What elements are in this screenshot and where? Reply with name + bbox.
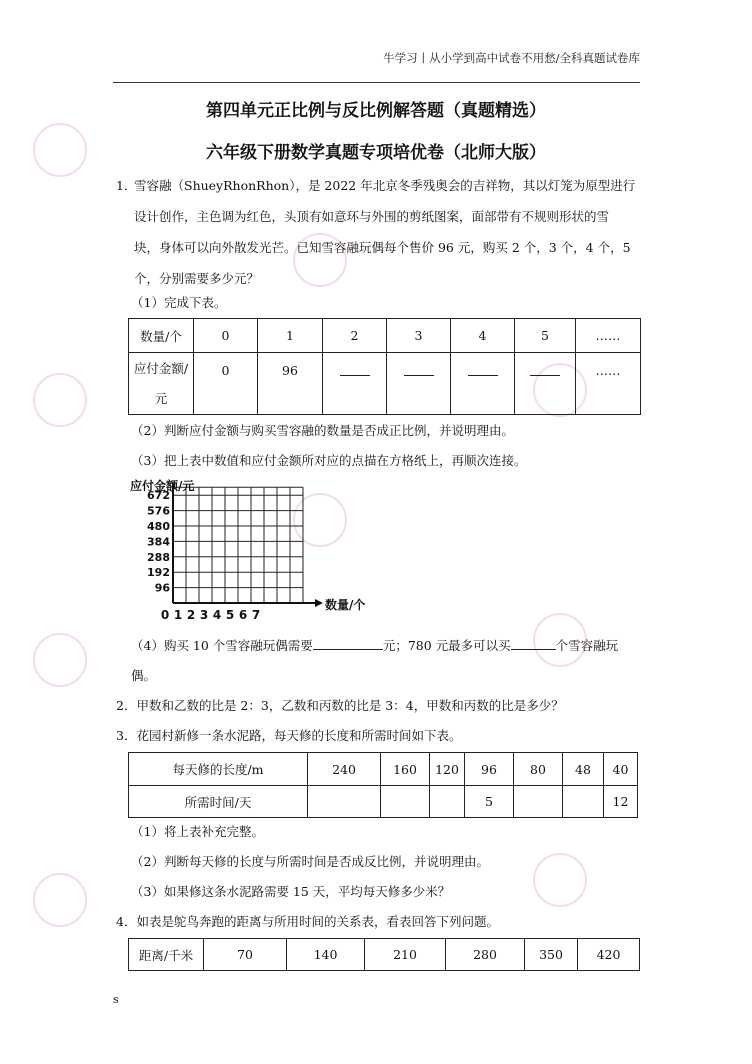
y-tick-label: 288 (147, 550, 170, 564)
q4 (116, 906, 644, 937)
header-divider (113, 82, 640, 83)
table-cell: 0 (194, 353, 258, 415)
table-cell (563, 786, 604, 818)
table-cell: 350 (525, 939, 578, 971)
table-cell: 240 (308, 753, 381, 786)
answer-blank[interactable] (468, 363, 498, 376)
table-cell: 280 (446, 939, 525, 971)
x-tick-label: 3 (199, 608, 209, 622)
answer-blank[interactable] (511, 635, 556, 650)
table-cell: 96 (465, 753, 514, 786)
table-row (129, 939, 640, 971)
page-footer: s (113, 993, 119, 1006)
table-cell: 数量/个 (129, 319, 194, 353)
table-cell: 1 (258, 319, 323, 353)
table-cell (308, 786, 381, 818)
x-tick-label: 5 (225, 608, 235, 622)
x-tick-label: 6 (238, 608, 248, 622)
table-cell (129, 353, 194, 415)
y-tick-label: 672 (147, 489, 170, 503)
x-tick-label: 0 (160, 608, 170, 622)
page-header: 牛学习丨从小学到高中试卷不用愁/全科真题试卷库 (383, 51, 640, 65)
x-axis-arrow-icon (315, 599, 323, 607)
table-row (129, 786, 638, 818)
x-tick-label: 4 (212, 608, 222, 622)
q1-stem (134, 170, 646, 294)
watermark-logo-icon (34, 874, 86, 926)
watermark-logo-icon (34, 634, 86, 686)
table-cell: 每天修的长度/m (129, 753, 308, 786)
coordinate-grid-chart (128, 476, 366, 628)
answer-blank[interactable] (404, 363, 434, 376)
q1-part-3: （3）把上表中数值和应付金额所对应的点描在方格纸上，再顺次连接。 (131, 453, 527, 468)
q4-table (128, 938, 640, 971)
table-cell (514, 786, 563, 818)
table-cell (387, 353, 451, 415)
watermark-logo-icon (34, 374, 86, 426)
answer-blank[interactable] (340, 363, 370, 376)
table-cell: 70 (204, 939, 287, 971)
table-cell: …… (576, 353, 641, 415)
x-tick-label: 7 (251, 608, 261, 622)
table-cell: 4 (451, 319, 515, 353)
x-tick-label: 2 (186, 608, 196, 622)
table-cell (381, 786, 430, 818)
q1-part-1: （1）完成下表。 (131, 295, 227, 310)
q4-text: 如表是鸵鸟奔跑的距离与所用时间的关系表，看表回答下列问题。 (136, 914, 499, 929)
q1-part-4-text: （4）购买 10 个雪容融玩偶需要 (131, 638, 313, 653)
y-tick-label: 576 (147, 504, 170, 518)
q4-number: 4． (116, 914, 137, 929)
table-cell: …… (576, 319, 641, 353)
page-subtitle: 六年级下册数学真题专项培优卷（北师大版） (206, 143, 546, 163)
q1-part-4-cont: 偶。 (131, 668, 157, 683)
q1-number: 1． (116, 178, 137, 193)
table-cell: 12 (604, 786, 638, 818)
q1-part-4 (131, 630, 646, 661)
page-title: 第四单元正比例与反比例解答题（真题精选） (206, 101, 546, 121)
x-tick-label: 1 (173, 608, 183, 622)
q2-number: 2． (116, 698, 137, 713)
table-cell: 140 (287, 939, 365, 971)
table-cell (323, 353, 387, 415)
table-cell: 3 (387, 319, 451, 353)
table-cell: 96 (258, 353, 323, 415)
y-tick-label: 96 (154, 581, 170, 595)
q1-table (128, 318, 641, 415)
q3-text: 花园村新修一条水泥路，每天修的长度和所需时间如下表。 (136, 728, 462, 743)
table-cell: 0 (194, 319, 258, 353)
y-tick-label: 384 (147, 535, 170, 549)
table-cell: 40 (604, 753, 638, 786)
q1-line-4: 个，分别需要多少元？ (134, 271, 260, 286)
q1-part-4-text: 个雪容融玩 (555, 638, 619, 653)
table-cell: 所需时间/天 (129, 786, 308, 818)
q1-part-2: （2）判断应付金额与购买雪容融的数量是否成正比例，并说明理由。 (131, 423, 514, 438)
q1-line-3: 块，身体可以向外散发光芒。已知雪容融玩偶每个售价 96 元，购买 2 个，3 个，4 个，5 (134, 240, 631, 255)
answer-blank[interactable] (530, 363, 560, 376)
x-axis-label: 数量/个 (325, 598, 366, 612)
table-cell: 210 (365, 939, 446, 971)
q1-part-4-text: 元；780 元最多可以买 (382, 638, 511, 653)
q1-line-1: 雪容融（ShueyRhonRhon），是 2022 年北京冬季残奥会的吉祥物，其以灯笼为原型进行 (134, 178, 636, 193)
table-cell: 120 (430, 753, 465, 786)
y-tick-label: 480 (147, 520, 170, 533)
table-cell (451, 353, 515, 415)
table-cell: 2 (323, 319, 387, 353)
q3-part-3: （3）如果修这条水泥路需要 15 天，平均每天修多少米？ (131, 884, 451, 899)
answer-blank[interactable] (313, 635, 383, 650)
table-cell: 160 (381, 753, 430, 786)
y-axis-label: 应付金额/元 (130, 479, 195, 493)
table-cell: 420 (578, 939, 640, 971)
table-cell (515, 353, 576, 415)
q3-part-2: （2）判断每天修的长度与所需时间是否成反比例，并说明理由。 (131, 854, 489, 869)
table-cell: 5 (465, 786, 514, 818)
table-row (129, 353, 641, 415)
q1-line-2: 设计创作，主色调为红色，头顶有如意环与外围的剪纸图案，面部带有不规则形状的雪 (134, 209, 610, 224)
q3-part-1: （1）将上表补充完整。 (131, 824, 264, 839)
table-cell: 48 (563, 753, 604, 786)
table-cell (430, 786, 465, 818)
table-row (129, 753, 638, 786)
q3-table (128, 752, 638, 818)
q3 (116, 720, 644, 751)
q2 (116, 690, 644, 721)
row-label-part: 元 (154, 390, 168, 406)
table-row (129, 319, 641, 353)
table-cell: 距离/千米 (129, 939, 204, 971)
q2-text: 甲数和乙数的比是 2：3，乙数和丙数的比是 3：4，甲数和丙数的比是多少？ (136, 698, 564, 713)
q3-number: 3． (116, 728, 137, 743)
y-tick-label: 192 (147, 566, 170, 580)
table-cell: 80 (514, 753, 563, 786)
row-label-part: 应付金额/ (133, 360, 189, 376)
table-cell: 5 (515, 319, 576, 353)
